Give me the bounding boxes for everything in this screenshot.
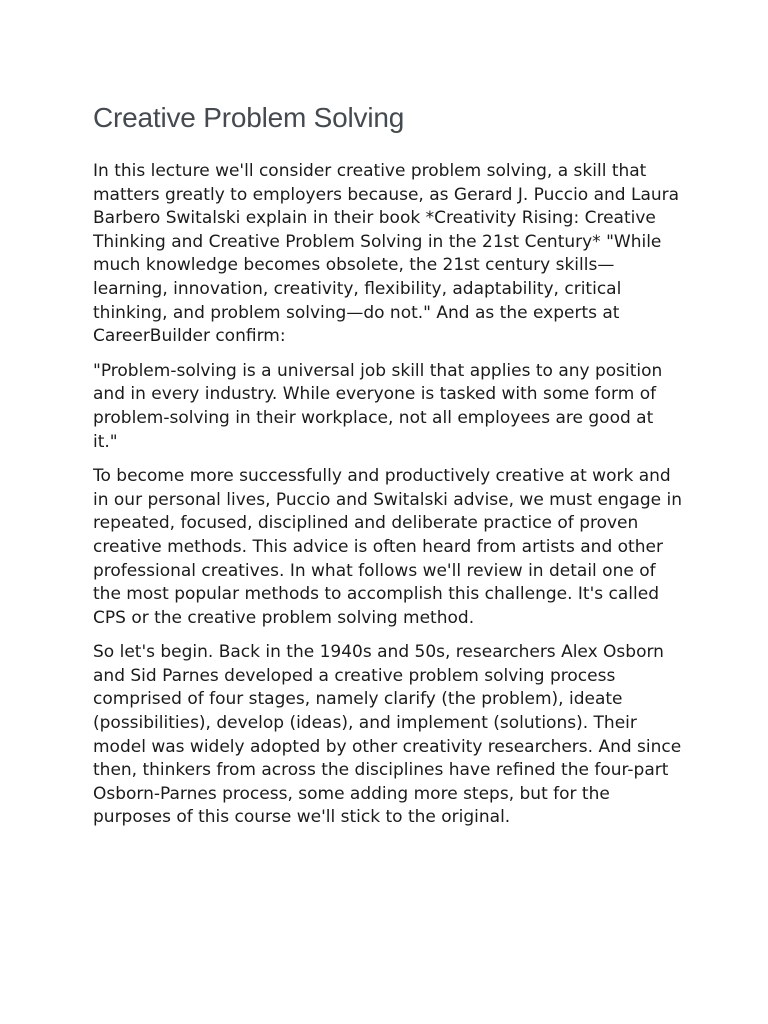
paragraph-intro: In this lecture we'll consider creative problem solving, a skill that matters greatly to employers because, as Gerard J. Puccio and Laura Barbero Switalski explain in their book *Creativity Rising: Creative Thinking and Creative Problem Solving in the 21st Century* "While much knowledge becomes obsolete, the 21st century skills—learning, innovation, creativity, flexibility, adaptability, critical thinking, and problem solving—do not." And as the experts at CareerBuilder confirm: xyxy=(93,161,680,347)
paragraph-practice: To become more successfully and productively creative at work and in our personal lives, Puccio and Switalski advise, we must engage in repeated, focused, disciplined and deliberate practice of proven creative methods. This advice is often heard from artists and other professional creatives. In what follows we'll review in detail one of the most popular methods to accomplish this challenge. It's called CPS or the creative problem solving method. xyxy=(93,466,683,628)
paragraph-quote: "Problem-solving is a universal job skill that applies to any position and in every industry. While everyone is tasked with some form of problem-solving in their workplace, not all employees are good at it." xyxy=(93,360,663,452)
document-page xyxy=(93,96,683,841)
page-title: Creative Problem Solving xyxy=(93,102,405,133)
paragraph-history: So let's begin. Back in the 1940s and 50s, researchers Alex Osborn and Sid Parnes developed a creative problem solving process comprised of four stages, namely clarify (the problem), ideate (possibilities), develop (ideas), and implement (solutions). Their model was widely adopted by other creativity researchers. And since then, thinkers from across the disciplines have refined the four-part Osborn-Parnes process, some adding more steps, but for the purposes of this course we'll stick to the original. xyxy=(93,642,682,828)
